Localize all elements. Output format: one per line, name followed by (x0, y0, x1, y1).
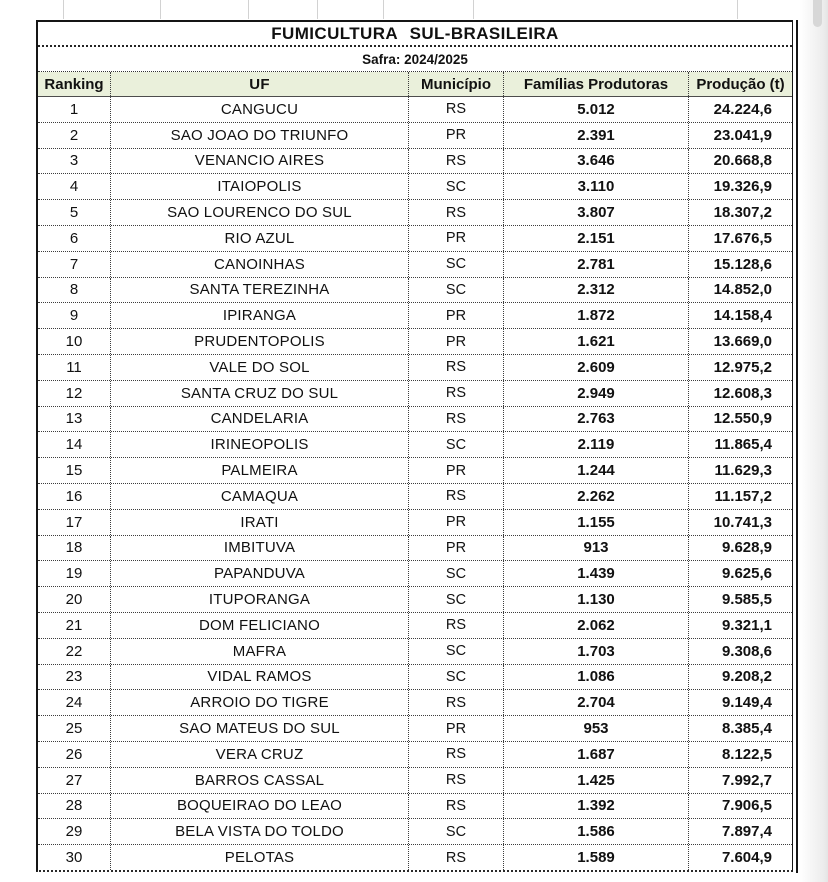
cell-state-code[interactable]: PR (408, 329, 503, 354)
cell-production-tons[interactable]: 9.625,6 (688, 561, 792, 586)
cell-ranking[interactable]: 8 (69, 281, 79, 299)
cell-ranking[interactable]: 28 (65, 797, 83, 815)
gridline-stub (63, 0, 64, 19)
cell-families-count[interactable]: 953 (503, 716, 688, 741)
cell-ranking[interactable]: 9 (69, 307, 79, 325)
cell-families-count[interactable]: 2.704 (503, 690, 688, 715)
cell-municipality-name[interactable]: VALE DO SOL (110, 355, 408, 380)
cell-municipality-name[interactable]: BELA VISTA DO TOLDO (110, 819, 408, 844)
cell-state-code[interactable]: RS (408, 355, 503, 380)
cell-ranking[interactable]: 23 (65, 668, 83, 686)
cell-ranking[interactable]: 4 (69, 178, 79, 196)
cell-municipality-name[interactable]: VIDAL RAMOS (110, 665, 408, 690)
cell-ranking[interactable]: 21 (65, 616, 83, 634)
cell-production-tons[interactable]: 9.308,6 (688, 639, 792, 664)
cell-municipality-name[interactable]: PELOTAS (110, 845, 408, 870)
cell-municipality-name[interactable]: SANTA CRUZ DO SUL (110, 381, 408, 406)
table-row (38, 200, 792, 226)
cell-state-code[interactable]: SC (408, 174, 503, 199)
cell-production-tons[interactable]: 10.741,3 (688, 510, 792, 535)
cell-production-tons[interactable]: 8.122,5 (688, 742, 792, 767)
cell-families-count[interactable]: 1.687 (503, 742, 688, 767)
table-row (38, 174, 792, 200)
cell-families-count[interactable]: 2.763 (503, 407, 688, 432)
cell-ranking[interactable]: 11 (66, 358, 82, 376)
page-title: FUMICULTURA SUL-BRASILEIRA (271, 23, 559, 43)
table-row (38, 742, 792, 768)
cell-state-code[interactable]: SC (408, 587, 503, 612)
table-row (38, 123, 792, 149)
table-subtitle-row (38, 47, 792, 72)
cell-municipality-name[interactable]: BOQUEIRAO DO LEAO (110, 794, 408, 819)
cell-production-tons[interactable]: 12.550,9 (688, 407, 792, 432)
cell-families-count[interactable]: 2.312 (503, 278, 688, 303)
cell-ranking[interactable]: 13 (65, 410, 83, 428)
cell-families-count[interactable]: 1.086 (503, 665, 688, 690)
cell-production-tons[interactable]: 11.157,2 (688, 484, 792, 509)
cell-production-tons[interactable]: 7.604,9 (688, 845, 792, 870)
gridline-stub (473, 0, 474, 19)
cell-production-tons[interactable]: 14.158,4 (688, 303, 792, 328)
cell-families-count[interactable]: 1.621 (503, 329, 688, 354)
cell-municipality-name[interactable]: DOM FELICIANO (110, 613, 408, 638)
cell-production-tons[interactable]: 8.385,4 (688, 716, 792, 741)
table-row (38, 432, 792, 458)
table-row (38, 819, 792, 845)
cell-state-code[interactable]: RS (408, 794, 503, 819)
cell-families-count[interactable]: 2.119 (503, 432, 688, 457)
cell-state-code[interactable]: PR (408, 458, 503, 483)
table-row (38, 510, 792, 536)
cell-state-code[interactable]: SC (408, 639, 503, 664)
table-row (38, 355, 792, 381)
table-row (38, 561, 792, 587)
cell-municipality-name[interactable]: CANDELARIA (110, 407, 408, 432)
cell-families-count[interactable]: 1.703 (503, 639, 688, 664)
cell-ranking[interactable]: 1 (69, 100, 79, 118)
cell-families-count[interactable]: 2.391 (503, 123, 688, 148)
table-row (38, 768, 792, 794)
cell-state-code[interactable]: RS (408, 845, 503, 870)
table-row (38, 639, 792, 665)
cell-ranking[interactable]: 12 (65, 384, 83, 402)
cell-ranking[interactable]: 20 (65, 591, 83, 609)
column-header-producao[interactable]: Produção (t) (688, 72, 792, 96)
cell-production-tons[interactable]: 13.669,0 (688, 329, 792, 354)
cell-state-code[interactable]: RS (408, 407, 503, 432)
cell-state-code[interactable]: SC (408, 819, 503, 844)
cell-production-tons[interactable]: 7.897,4 (688, 819, 792, 844)
cell-production-tons[interactable]: 23.041,9 (688, 123, 792, 148)
table-row (38, 226, 792, 252)
cell-families-count[interactable]: 1.244 (503, 458, 688, 483)
cell-production-tons[interactable]: 9.149,4 (688, 690, 792, 715)
cell-production-tons[interactable]: 12.975,2 (688, 355, 792, 380)
cell-ranking[interactable]: 17 (65, 513, 83, 531)
cell-state-code[interactable]: RS (408, 742, 503, 767)
cell-municipality-name[interactable]: IPIRANGA (110, 303, 408, 328)
cell-ranking[interactable]: 30 (65, 849, 83, 866)
cell-municipality-name[interactable]: ARROIO DO TIGRE (110, 690, 408, 715)
cell-families-count[interactable]: 1.586 (503, 819, 688, 844)
cell-ranking[interactable]: 24 (65, 694, 83, 712)
table-row (38, 149, 792, 175)
cell-municipality-name[interactable]: SAO MATEUS DO SUL (110, 716, 408, 741)
cell-state-code[interactable]: PR (408, 510, 503, 535)
cell-families-count[interactable]: 1.425 (503, 768, 688, 793)
cell-state-code[interactable]: PR (408, 226, 503, 251)
cell-production-tons[interactable]: 17.676,5 (688, 226, 792, 251)
cell-production-tons[interactable]: 7.992,7 (688, 768, 792, 793)
cell-families-count[interactable]: 1.872 (503, 303, 688, 328)
cell-municipality-name[interactable]: PRUDENTOPOLIS (110, 329, 408, 354)
cell-ranking[interactable]: 18 (65, 539, 83, 557)
cell-municipality-name[interactable]: RIO AZUL (110, 226, 408, 251)
cell-ranking[interactable]: 15 (65, 462, 83, 480)
table-row (38, 458, 792, 484)
cell-families-count[interactable]: 2.151 (503, 226, 688, 251)
cell-families-count[interactable]: 3.110 (503, 174, 688, 199)
table-row (38, 278, 792, 304)
cell-municipality-name[interactable]: PAPANDUVA (110, 561, 408, 586)
table-row (38, 665, 792, 691)
table-row (38, 329, 792, 355)
cell-state-code[interactable]: RS (408, 97, 503, 122)
cell-state-code[interactable]: SC (408, 252, 503, 277)
table-header-row (38, 72, 792, 97)
gridline-stub (248, 0, 249, 19)
cell-production-tons[interactable]: 24.224,6 (688, 97, 792, 122)
table-row (38, 690, 792, 716)
cell-state-code[interactable]: PR (408, 303, 503, 328)
cell-municipality-name[interactable]: ITAIOPOLIS (110, 174, 408, 199)
cell-families-count[interactable]: 2.262 (503, 484, 688, 509)
cell-state-code[interactable]: SC (408, 561, 503, 586)
cell-state-code[interactable]: SC (408, 432, 503, 457)
cell-families-count[interactable]: 5.012 (503, 97, 688, 122)
cell-municipality-name[interactable]: IMBITUVA (110, 536, 408, 561)
table-row (38, 381, 792, 407)
cell-families-count[interactable]: 1.155 (503, 510, 688, 535)
cell-families-count[interactable]: 913 (503, 536, 688, 561)
cell-municipality-name[interactable]: IRATI (110, 510, 408, 535)
cell-production-tons[interactable]: 9.321,1 (688, 613, 792, 638)
cell-production-tons[interactable]: 20.668,8 (688, 149, 792, 174)
cell-production-tons[interactable]: 7.906,5 (688, 794, 792, 819)
column-header-uf[interactable]: UF (110, 72, 408, 96)
cell-families-count[interactable]: 2.609 (503, 355, 688, 380)
cell-state-code[interactable]: RS (408, 613, 503, 638)
table-row (38, 613, 792, 639)
cell-municipality-name[interactable]: CAMAQUA (110, 484, 408, 509)
cell-state-code[interactable]: RS (408, 381, 503, 406)
sheet-edge-shade (800, 0, 828, 882)
table-body (38, 97, 792, 870)
table-row (38, 794, 792, 820)
table-outer-right-border (796, 20, 798, 873)
cell-families-count[interactable]: 3.807 (503, 200, 688, 225)
cell-municipality-name[interactable]: CANGUCU (110, 97, 408, 122)
cell-state-code[interactable]: RS (408, 768, 503, 793)
table-row (38, 97, 792, 123)
cell-ranking[interactable]: 10 (65, 333, 83, 351)
cell-municipality-name[interactable]: SANTA TEREZINHA (110, 278, 408, 303)
cell-ranking[interactable]: 7 (69, 255, 79, 273)
cell-ranking[interactable]: 14 (65, 436, 83, 454)
cell-families-count[interactable]: 1.392 (503, 794, 688, 819)
cell-state-code[interactable]: SC (408, 665, 503, 690)
cell-state-code[interactable]: RS (408, 200, 503, 225)
fumicultura-table (36, 20, 793, 872)
gridline-stub (160, 0, 161, 19)
table-row (38, 252, 792, 278)
cell-production-tons[interactable]: 11.865,4 (688, 432, 792, 457)
cell-state-code[interactable]: PR (408, 716, 503, 741)
cell-state-code[interactable]: PR (408, 536, 503, 561)
cell-families-count[interactable]: 2.949 (503, 381, 688, 406)
cell-municipality-name[interactable]: VERA CRUZ (110, 742, 408, 767)
cell-state-code[interactable]: PR (408, 123, 503, 148)
cell-state-code[interactable]: SC (408, 278, 503, 303)
cell-state-code[interactable]: RS (408, 484, 503, 509)
cell-municipality-name[interactable]: IRINEOPOLIS (110, 432, 408, 457)
cell-ranking[interactable]: 25 (65, 720, 83, 738)
cell-ranking[interactable]: 29 (65, 823, 83, 841)
table-title-row (38, 22, 792, 47)
cell-families-count[interactable]: 1.589 (503, 845, 688, 870)
table-row (38, 303, 792, 329)
gridline-stub (383, 0, 384, 19)
table-row (38, 407, 792, 433)
cell-municipality-name[interactable]: BARROS CASSAL (110, 768, 408, 793)
cell-families-count[interactable]: 1.439 (503, 561, 688, 586)
cell-families-count[interactable]: 2.781 (503, 252, 688, 277)
cell-families-count[interactable]: 1.130 (503, 587, 688, 612)
gridline-stub (317, 0, 318, 19)
cell-production-tons[interactable]: 9.208,2 (688, 665, 792, 690)
column-header-familias-produtoras[interactable]: Famílias Produtoras (503, 72, 688, 96)
cell-ranking[interactable]: 6 (69, 229, 79, 247)
cell-ranking[interactable]: 19 (65, 565, 83, 583)
harvest-subtitle: Safra: 2024/2025 (362, 51, 468, 67)
cell-municipality-name[interactable]: SAO LOURENCO DO SUL (110, 200, 408, 225)
cell-ranking[interactable]: 27 (65, 771, 83, 789)
table-row (38, 484, 792, 510)
table-row (38, 845, 792, 870)
cell-production-tons[interactable]: 15.128,6 (688, 252, 792, 277)
table-row (38, 716, 792, 742)
cell-production-tons[interactable]: 9.628,9 (688, 536, 792, 561)
vertical-scrollbar-thumb[interactable] (813, 0, 822, 27)
cell-ranking[interactable]: 5 (69, 204, 79, 222)
cell-production-tons[interactable]: 11.629,3 (688, 458, 792, 483)
gridline-stub (737, 0, 738, 19)
cell-state-code[interactable]: RS (408, 149, 503, 174)
cell-families-count[interactable]: 3.646 (503, 149, 688, 174)
cell-ranking[interactable]: 22 (65, 642, 83, 660)
cell-municipality-name[interactable]: SAO JOAO DO TRIUNFO (110, 123, 408, 148)
column-header-ranking[interactable]: Ranking (44, 75, 104, 93)
cell-production-tons[interactable]: 12.608,3 (688, 381, 792, 406)
cell-ranking[interactable]: 2 (69, 126, 79, 144)
cell-state-code[interactable]: RS (408, 690, 503, 715)
cell-production-tons[interactable]: 9.585,5 (688, 587, 792, 612)
cell-municipality-name[interactable]: VENANCIO AIRES (110, 149, 408, 174)
cell-municipality-name[interactable]: ITUPORANGA (110, 587, 408, 612)
cell-production-tons[interactable]: 18.307,2 (688, 200, 792, 225)
table-row (38, 536, 792, 562)
cell-municipality-name[interactable]: CANOINHAS (110, 252, 408, 277)
cell-ranking[interactable]: 26 (65, 745, 83, 763)
cell-ranking[interactable]: 3 (69, 152, 79, 170)
cell-production-tons[interactable]: 19.326,9 (688, 174, 792, 199)
cell-municipality-name[interactable]: MAFRA (110, 639, 408, 664)
column-header-municipio[interactable]: Município (408, 72, 503, 96)
table-row (38, 587, 792, 613)
cell-municipality-name[interactable]: PALMEIRA (110, 458, 408, 483)
cell-families-count[interactable]: 2.062 (503, 613, 688, 638)
cell-ranking[interactable]: 16 (65, 487, 83, 505)
cell-production-tons[interactable]: 14.852,0 (688, 278, 792, 303)
